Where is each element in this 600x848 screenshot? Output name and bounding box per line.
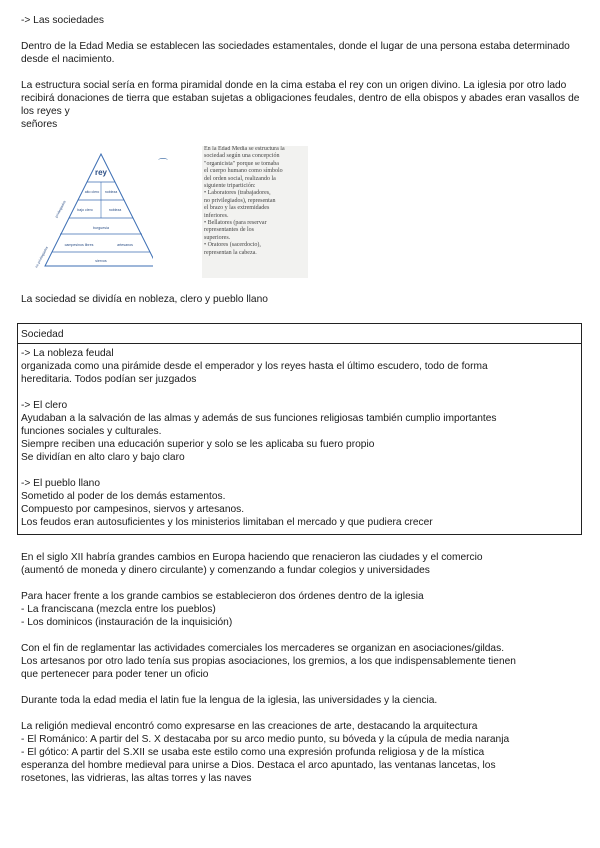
text-line: - El Románico: A partir del S. X destacaba por su arco medio punto, su bóveda y la cúpula de media naranja [21, 734, 510, 745]
pyramid-label: artesanos [117, 243, 133, 247]
pyramid-label: nobleza [104, 190, 118, 194]
clipping-line: • Laboratores (trabajadores, [204, 190, 271, 197]
clipping-line: el brazo y las extremidades [204, 205, 270, 212]
clipping-line: • Oratores (sacerdocio), [204, 242, 261, 249]
table-line: organizada como una pirámide desde el emperador y los reyes hasta el último escudero, todo de forma [21, 361, 488, 372]
text-line: Durante toda la edad media el latin fue la lengua de la iglesia, las universidades y la ciencia. [21, 695, 438, 706]
intro-paragraph: Dentro de la Edad Media se establecen las sociedades estamentales, donde el lugar de una persona estaba determinado desde el nacimiento. [21, 41, 570, 65]
text-line: Los artesanos por otro lado tenía sus propias asociaciones, los gremios, a los que indispensablemente tienen [21, 656, 516, 667]
text-line: Con el fin de reglamentar las actividades comerciales los mercaderes se organizan en asociaciones/gildas. [21, 643, 505, 654]
division-sentence-block [21, 293, 581, 306]
pyramid-label: campesinos libres [64, 243, 94, 247]
clipping-line: del orden social, realizando la [204, 175, 276, 182]
post-table-section [21, 551, 581, 785]
text-line: La religión medieval encontró como expresarse en las creaciones de arte, destacando la arquitectura [21, 721, 478, 732]
clipping-line: inferiores. [204, 212, 229, 219]
pyramid-side-label: privilegiados [54, 199, 67, 219]
text-line: En el siglo XII habría grandes cambios en Europa haciendo que renacieron las ciudades y el comercio [21, 552, 483, 563]
clipping-line: "organicista" porque se tomaba [204, 160, 279, 167]
structure-paragraph: La estructura social sería en forma piramidal donde en la cima estaba el rey con un origen divino. La iglesia por otro lado recibirá donaciones de tierra que estaban sujetas a obligaciones feudales, dentro de ella obispos y abades eran vasallos de los reyes y [21, 80, 580, 117]
table-line: Ayudaban a la salvación de las almas y además de sus funciones religiosas también cumplio importantes [21, 413, 497, 424]
social-pyramid-image [27, 150, 153, 272]
text-line: - El gótico: A partir del S.XII se usaba este estilo como una expresión profunda religiosa y de la mística [21, 747, 485, 758]
clipping-line: sociedad según una concepción [204, 153, 280, 160]
clipping-line: representantes de los [204, 227, 254, 234]
pyramid-label: burguesía [93, 226, 109, 230]
text-line: rosetones, las vidrieras, las altas torres y las naves [21, 773, 252, 784]
section-heading: -> Las sociedades [21, 15, 104, 26]
table-header: Sociedad [18, 324, 581, 344]
clipping-line: no privilegiados), representan [204, 197, 276, 204]
pyramid-side-label: no privilegiados [34, 245, 49, 269]
text-line: Para hacer frente a los grande cambios se establecieron dos órdenes dentro de la iglesia [21, 591, 424, 602]
pyramid-label: siervos [95, 259, 107, 263]
arrow-mark-icon: ⌒ [158, 159, 168, 170]
clipping-line: el cuerpo humano como símbolo [204, 168, 283, 175]
table-line: Compuesto por campesinos, siervos y artesanos. [21, 504, 245, 515]
table-line: Siempre reciben una educación superior y solo se les aplicaba su fuero propio [21, 439, 375, 450]
division-sentence: La sociedad se dividía en nobleza, clero y pueblo llano [21, 294, 268, 305]
table-body [18, 344, 581, 529]
pyramid-label: alto clero [84, 190, 100, 194]
text-line: - La franciscana (mezcla entre los pueblos) [21, 604, 216, 615]
clipping-line: En la Edad Media se estructura la [204, 146, 285, 152]
text-line: - Los dominicos (instauración de la inquisición) [21, 617, 233, 628]
table-line: Los feudos eran autosuficientes y los ministerios limitaban el mercado y que pudiera crecer [21, 517, 433, 528]
intro-section [21, 14, 581, 131]
table-line: hereditaria. Todos podían ser juzgados [21, 374, 197, 385]
clipping-line: representan la cabeza. [204, 249, 257, 256]
text-line: que pertenecer para poder tener un oficio [21, 669, 209, 680]
text-line: (aumentó de moneda y dinero circulante) y comenzando a fundar colegios y universidades [21, 565, 430, 576]
pyramid-top-label: rey [94, 168, 108, 177]
society-table [17, 323, 582, 535]
table-line: Se dividían en alto claro y bajo claro [21, 452, 185, 463]
pyramid-label: nobleza [108, 208, 122, 212]
table-line: funciones sociales y culturales. [21, 426, 162, 437]
clipping-line: • Bellatores (para reservar [204, 220, 267, 227]
table-line: Sometido al poder de los demás estamentos. [21, 491, 226, 502]
clipping-line: superiores. [204, 234, 231, 241]
pyramid-label: bajo clero [77, 208, 93, 212]
section-title-nobleza: -> La nobleza feudal [21, 348, 114, 359]
text-line: esperanza del hombre medieval para unirse a Dios. Destaca el arco apuntado, las ventanas lancetas, los [21, 760, 496, 771]
section-title-clero: -> El clero [21, 400, 68, 411]
section-title-pueblo: -> El pueblo llano [21, 478, 101, 489]
scanned-text-clipping [202, 146, 308, 278]
clipping-line: siguiente tripartición: [204, 183, 256, 190]
structure-paragraph-end: señores [21, 119, 58, 130]
